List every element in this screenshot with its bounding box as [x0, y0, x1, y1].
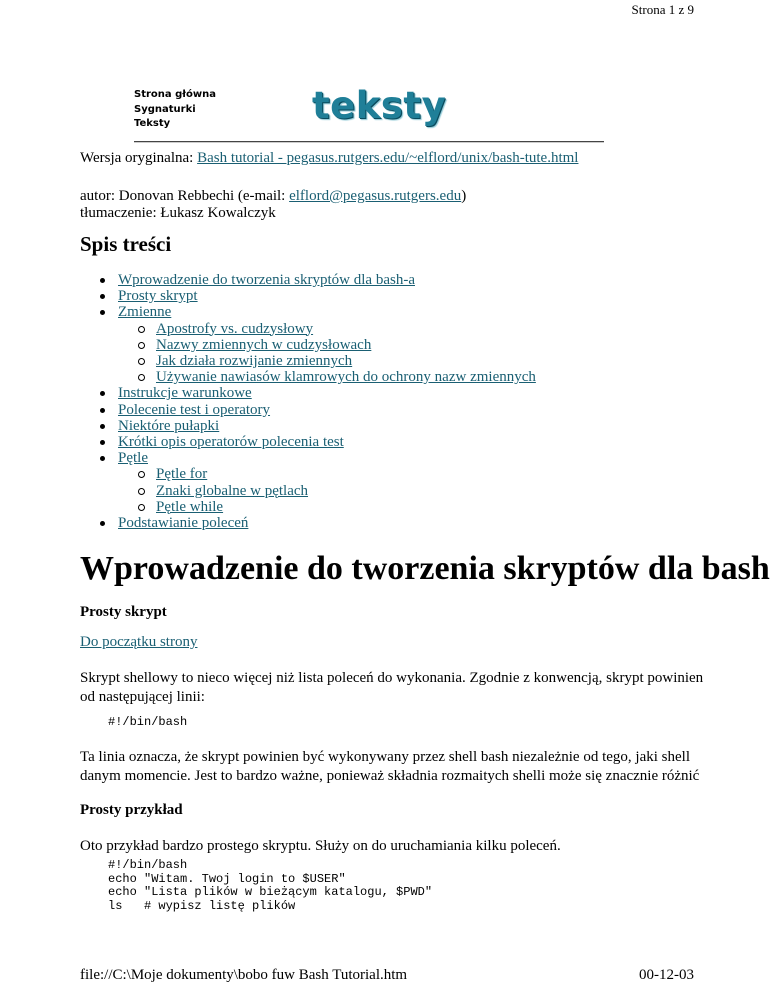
toc-subitem: [98, 466, 536, 482]
author-line: [80, 188, 466, 205]
nav-link-home[interactable]: Strona główna: [134, 89, 216, 100]
toc-link[interactable]: Polecenie test i operatory: [118, 401, 271, 418]
toc-item: [98, 418, 536, 434]
toc-item: [98, 385, 536, 401]
article-heading: Wprowadzenie do tworzenia skryptów dla bash: [80, 550, 770, 587]
banner-nav: [134, 88, 216, 132]
toc-subitem: [98, 353, 536, 369]
toc-link[interactable]: Znaki globalne w pętlach: [156, 482, 309, 499]
nav-link-signatures[interactable]: Sygnaturki: [134, 103, 196, 115]
toc-link[interactable]: Prosty skrypt: [118, 288, 198, 305]
toc-item: [98, 288, 536, 304]
paragraph-line: od następującej linii:: [80, 689, 205, 705]
toc-link[interactable]: Pętle for: [156, 466, 208, 483]
page-number: Strona 1 z 9: [631, 2, 694, 17]
toc-link[interactable]: Zmienne: [118, 304, 172, 321]
toc-link[interactable]: Używanie nawiasów klamrowych do ochrony nazw zmiennych: [156, 369, 536, 386]
toc-link[interactable]: Podstawianie poleceń: [118, 515, 249, 532]
toc-subitem: [98, 369, 536, 385]
original-version-link[interactable]: Bash tutorial - pegasus.rutgers.edu/~elflord/unix/bash-tute.html: [197, 150, 579, 166]
code-block: #!/bin/bash: [108, 715, 188, 729]
toc-subitem: [98, 499, 536, 515]
nav-link-texts[interactable]: Teksty: [134, 118, 171, 129]
toc-link[interactable]: Pętle while: [156, 498, 224, 515]
toc-item: [98, 434, 536, 450]
toc-link[interactable]: Niektóre pułapki: [118, 417, 220, 434]
toc-link[interactable]: Apostrofy vs. cudzysłowy: [156, 320, 314, 337]
table-of-contents: [98, 272, 536, 531]
back-to-top-link[interactable]: Do początku strony: [80, 634, 198, 650]
paragraph: Oto przykład bardzo prostego skryptu. Służy on do uruchamiania kilku poleceń.: [80, 838, 561, 854]
translator-line: tłumaczenie: Łukasz Kowalczyk: [80, 205, 276, 221]
paragraph-line: Skrypt shellowy to nieco więcej niż lista poleceń do wykonania. Zgodnie z konwencją, skrypt powinien: [80, 670, 704, 686]
original-version-label: Wersja oryginalna:: [80, 150, 194, 166]
original-version-line: [80, 150, 578, 167]
banner-divider: [134, 141, 604, 143]
toc-link[interactable]: Instrukcje warunkowe: [118, 385, 252, 402]
toc-link[interactable]: Krótki opis operatorów polecenia test: [118, 434, 344, 451]
toc-item: [98, 450, 536, 466]
author-suffix: ): [461, 188, 467, 204]
toc-item: [98, 272, 536, 288]
section-title: Prosty skrypt: [80, 604, 167, 620]
toc-link[interactable]: Jak działa rozwijanie zmiennych: [156, 353, 353, 370]
site-logo: teksty: [312, 84, 447, 127]
toc-link[interactable]: Pętle: [118, 450, 148, 467]
paragraph: [80, 669, 704, 707]
toc-item: [98, 402, 536, 418]
code-block: #!/bin/bash echo "Witam. Twoj login to $USER" echo "Lista plików w bieżącym katalogu, $PWD" ls # wypisz listę plików: [108, 858, 433, 913]
toc-link[interactable]: Nazwy zmiennych w cudzysłowach: [156, 336, 372, 353]
author-label: autor: Donovan Rebbechi (e-mail:: [80, 188, 290, 204]
toc-title: Spis treści: [80, 232, 172, 256]
author-email-link[interactable]: elflord@pegasus.rutgers.edu: [289, 188, 462, 204]
paragraph-line: Ta linia oznacza, że skrypt powinien być wykonywany przez shell bash niezależnie od tego, jaki shell: [80, 749, 690, 765]
toc-subitem: [98, 337, 536, 353]
site-banner: [134, 86, 604, 146]
top-link-wrapper: [80, 634, 197, 651]
toc-link[interactable]: Wprowadzenie do tworzenia skryptów dla bash-a: [118, 272, 415, 288]
toc-item: [98, 515, 536, 531]
toc-subitem: [98, 483, 536, 499]
toc-item: [98, 304, 536, 320]
paragraph-line: danym momencie. Jest to bardzo ważne, ponieważ składnia rozmaitych shelli może się znacznie różnić: [80, 768, 700, 784]
toc-subitem: [98, 321, 536, 337]
example-title: Prosty przykład: [80, 802, 183, 818]
footer-date: 00-12-03: [639, 967, 694, 983]
footer-file-path: file://C:\Moje dokumenty\bobo fuw Bash Tutorial.htm: [80, 967, 408, 983]
paragraph: [80, 748, 698, 786]
